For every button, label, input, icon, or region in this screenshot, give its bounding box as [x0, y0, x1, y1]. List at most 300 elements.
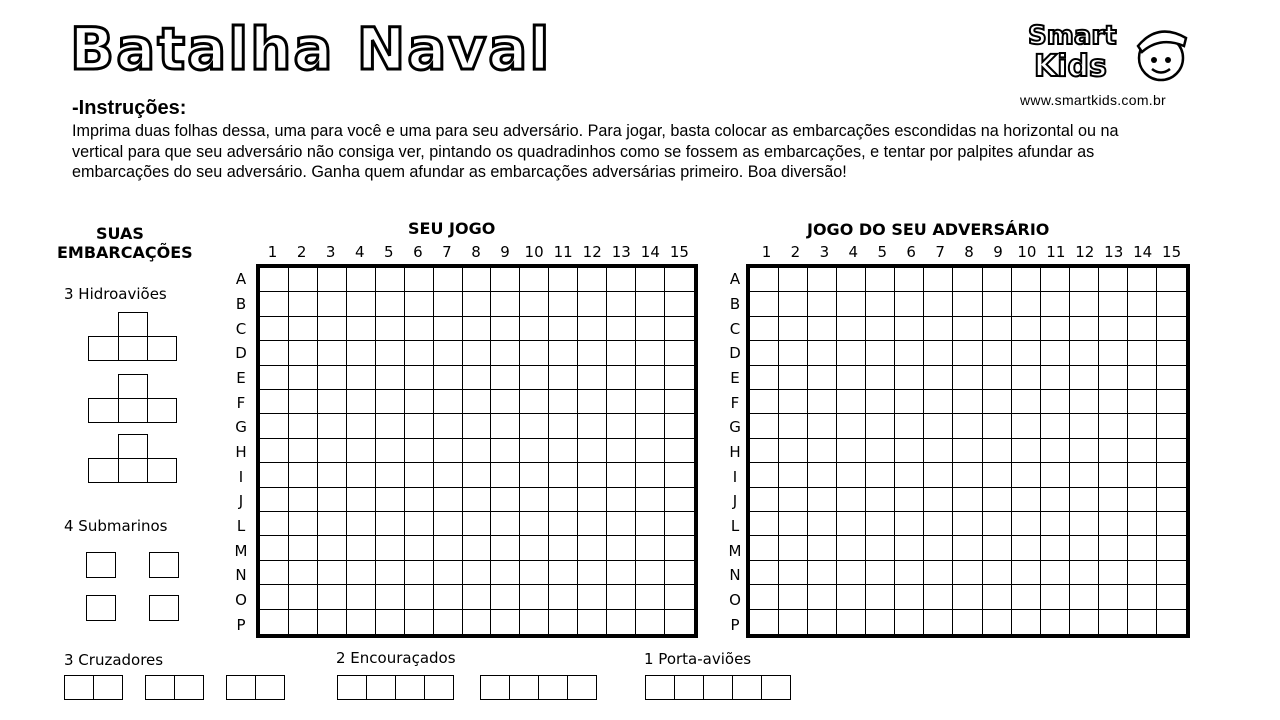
my-board-grid-cell[interactable]: [405, 561, 434, 585]
my-board-grid-cell[interactable]: [578, 610, 607, 634]
opponent-board-grid-cell[interactable]: [1041, 463, 1070, 487]
opponent-board-grid-cell[interactable]: [837, 292, 866, 316]
my-board-grid-cell[interactable]: [636, 341, 665, 365]
my-board-grid-cell[interactable]: [491, 414, 520, 438]
my-board-grid-cell[interactable]: [491, 292, 520, 316]
my-board-grid-cell[interactable]: [434, 610, 463, 634]
my-board-grid-cell[interactable]: [636, 439, 665, 463]
opponent-board-grid-cell[interactable]: [983, 610, 1012, 634]
my-board-grid-cell[interactable]: [434, 268, 463, 292]
opponent-board-grid-cell[interactable]: [924, 341, 953, 365]
opponent-board-grid-cell[interactable]: [1157, 463, 1186, 487]
my-board-grid-cell[interactable]: [289, 292, 318, 316]
opponent-board-grid-cell[interactable]: [895, 292, 924, 316]
opponent-board-grid-cell[interactable]: [953, 366, 982, 390]
my-board-grid-cell[interactable]: [347, 463, 376, 487]
opponent-board-grid-cell[interactable]: [779, 292, 808, 316]
opponent-board-grid-cell[interactable]: [1157, 292, 1186, 316]
opponent-board-grid-cell[interactable]: [1041, 585, 1070, 609]
my-board-grid-cell[interactable]: [376, 585, 405, 609]
opponent-board-grid-cell[interactable]: [808, 463, 837, 487]
opponent-board-grid-cell[interactable]: [983, 585, 1012, 609]
my-board-grid-cell[interactable]: [405, 512, 434, 536]
my-board-grid-cell[interactable]: [260, 512, 289, 536]
my-board-grid-cell[interactable]: [578, 463, 607, 487]
opponent-board-grid-cell[interactable]: [779, 268, 808, 292]
my-board-grid-cell[interactable]: [607, 512, 636, 536]
my-board-grid-cell[interactable]: [405, 292, 434, 316]
my-board-grid-cell[interactable]: [520, 439, 549, 463]
my-board-grid-cell[interactable]: [463, 463, 492, 487]
opponent-board-grid-cell[interactable]: [924, 292, 953, 316]
my-board-grid-cell[interactable]: [491, 439, 520, 463]
opponent-board-grid-cell[interactable]: [924, 585, 953, 609]
my-board-grid-cell[interactable]: [376, 268, 405, 292]
my-board-grid-cell[interactable]: [347, 439, 376, 463]
my-board-grid-cell[interactable]: [289, 439, 318, 463]
opponent-board-grid-cell[interactable]: [750, 610, 779, 634]
my-board-grid-cell[interactable]: [520, 561, 549, 585]
my-board-grid-cell[interactable]: [549, 414, 578, 438]
opponent-board-grid-cell[interactable]: [779, 390, 808, 414]
opponent-board-grid-cell[interactable]: [895, 561, 924, 585]
opponent-board-grid-cell[interactable]: [837, 390, 866, 414]
my-board-grid-cell[interactable]: [347, 317, 376, 341]
my-board-grid-cell[interactable]: [636, 463, 665, 487]
my-board-grid-cell[interactable]: [578, 317, 607, 341]
submarino-square[interactable]: [86, 552, 116, 578]
opponent-board-grid-cell[interactable]: [1070, 414, 1099, 438]
opponent-board-grid-cell[interactable]: [1099, 317, 1128, 341]
opponent-board-grid-cell[interactable]: [924, 390, 953, 414]
opponent-board-grid-cell[interactable]: [953, 536, 982, 560]
opponent-board-grid-cell[interactable]: [895, 439, 924, 463]
my-board-grid-cell[interactable]: [318, 366, 347, 390]
opponent-board-grid-cell[interactable]: [750, 439, 779, 463]
opponent-board-grid-cell[interactable]: [983, 488, 1012, 512]
opponent-board-grid-cell[interactable]: [924, 366, 953, 390]
opponent-board-grid-cell[interactable]: [1070, 561, 1099, 585]
my-board-grid-cell[interactable]: [520, 341, 549, 365]
my-board-grid-cell[interactable]: [376, 341, 405, 365]
my-board-grid-cell[interactable]: [636, 268, 665, 292]
my-board-grid-cell[interactable]: [491, 488, 520, 512]
my-board-grid-cell[interactable]: [665, 292, 694, 316]
opponent-board-grid-cell[interactable]: [895, 414, 924, 438]
opponent-board-grid-cell[interactable]: [779, 512, 808, 536]
my-board-grid-cell[interactable]: [607, 488, 636, 512]
opponent-board-grid-cell[interactable]: [953, 390, 982, 414]
opponent-board-grid-cell[interactable]: [1012, 292, 1041, 316]
opponent-board-grid-cell[interactable]: [837, 414, 866, 438]
opponent-board-grid-cell[interactable]: [808, 317, 837, 341]
my-board-grid-cell[interactable]: [607, 268, 636, 292]
my-board-grid-cell[interactable]: [578, 390, 607, 414]
my-board-grid-cell[interactable]: [318, 317, 347, 341]
opponent-board-grid-cell[interactable]: [1099, 414, 1128, 438]
my-board-grid-cell[interactable]: [318, 488, 347, 512]
my-board-grid-cell[interactable]: [376, 561, 405, 585]
my-board-grid-cell[interactable]: [347, 488, 376, 512]
my-board-grid-cell[interactable]: [520, 292, 549, 316]
opponent-board-grid-cell[interactable]: [866, 439, 895, 463]
my-board-grid-cell[interactable]: [289, 512, 318, 536]
my-board-grid-cell[interactable]: [434, 512, 463, 536]
my-board-grid-cell[interactable]: [289, 561, 318, 585]
opponent-board-grid-cell[interactable]: [1012, 536, 1041, 560]
my-board-grid-cell[interactable]: [463, 390, 492, 414]
opponent-board-grid-cell[interactable]: [1041, 292, 1070, 316]
my-board-grid-cell[interactable]: [607, 536, 636, 560]
opponent-board-grid-cell[interactable]: [1128, 414, 1157, 438]
my-board-grid-cell[interactable]: [607, 585, 636, 609]
opponent-board-grid-cell[interactable]: [808, 390, 837, 414]
opponent-board-grid-cell[interactable]: [1041, 439, 1070, 463]
my-board-grid-cell[interactable]: [289, 414, 318, 438]
my-board-grid-cell[interactable]: [491, 585, 520, 609]
my-board-grid-cell[interactable]: [434, 292, 463, 316]
my-board-grid-cell[interactable]: [289, 390, 318, 414]
my-board-grid-cell[interactable]: [289, 585, 318, 609]
opponent-board-grid-cell[interactable]: [1157, 268, 1186, 292]
my-board-grid-cell[interactable]: [289, 463, 318, 487]
opponent-board-grid-cell[interactable]: [953, 292, 982, 316]
opponent-board-grid-cell[interactable]: [779, 439, 808, 463]
opponent-board-grid-cell[interactable]: [866, 366, 895, 390]
opponent-board-grid-cell[interactable]: [1128, 536, 1157, 560]
my-board-grid-cell[interactable]: [607, 463, 636, 487]
opponent-board-grid-cell[interactable]: [1128, 610, 1157, 634]
opponent-board-grid-cell[interactable]: [953, 488, 982, 512]
my-board-grid-cell[interactable]: [636, 390, 665, 414]
opponent-board-grid-cell[interactable]: [1128, 268, 1157, 292]
opponent-board-grid-cell[interactable]: [1099, 561, 1128, 585]
my-board-grid-cell[interactable]: [260, 439, 289, 463]
opponent-board-grid-cell[interactable]: [866, 585, 895, 609]
opponent-board-grid-cell[interactable]: [866, 341, 895, 365]
opponent-board-grid-cell[interactable]: [1070, 610, 1099, 634]
opponent-board-grid-cell[interactable]: [808, 414, 837, 438]
my-board-grid-cell[interactable]: [636, 414, 665, 438]
opponent-board-grid-cell[interactable]: [866, 610, 895, 634]
my-board-grid-cell[interactable]: [405, 610, 434, 634]
opponent-board-grid-cell[interactable]: [808, 536, 837, 560]
my-board-grid-cell[interactable]: [549, 536, 578, 560]
opponent-board-grid-cell[interactable]: [1070, 268, 1099, 292]
opponent-board-grid-cell[interactable]: [866, 390, 895, 414]
opponent-board-grid-cell[interactable]: [1012, 512, 1041, 536]
my-board-grid-cell[interactable]: [347, 390, 376, 414]
my-board-grid-cell[interactable]: [578, 585, 607, 609]
opponent-board-grid-cell[interactable]: [1070, 512, 1099, 536]
my-board-grid-cell[interactable]: [260, 414, 289, 438]
opponent-board-grid-cell[interactable]: [808, 268, 837, 292]
opponent-board-grid-cell[interactable]: [1157, 488, 1186, 512]
my-board-grid-cell[interactable]: [491, 610, 520, 634]
my-board-grid[interactable]: [256, 264, 698, 638]
my-board-grid-cell[interactable]: [520, 414, 549, 438]
my-board-grid-cell[interactable]: [405, 585, 434, 609]
my-board-grid-cell[interactable]: [260, 268, 289, 292]
opponent-board-grid-cell[interactable]: [1012, 488, 1041, 512]
opponent-board-grid-cell[interactable]: [953, 585, 982, 609]
my-board-grid-cell[interactable]: [260, 390, 289, 414]
opponent-board-grid-cell[interactable]: [1099, 585, 1128, 609]
my-board-grid-cell[interactable]: [376, 292, 405, 316]
opponent-board-grid-cell[interactable]: [924, 463, 953, 487]
opponent-board-grid-cell[interactable]: [1012, 439, 1041, 463]
opponent-board-grid-cell[interactable]: [837, 561, 866, 585]
my-board-grid-cell[interactable]: [405, 366, 434, 390]
opponent-board-grid-cell[interactable]: [1157, 390, 1186, 414]
my-board-grid-cell[interactable]: [347, 341, 376, 365]
opponent-board-grid-cell[interactable]: [983, 341, 1012, 365]
my-board-grid-cell[interactable]: [318, 390, 347, 414]
opponent-board-grid-cell[interactable]: [837, 512, 866, 536]
my-board-grid-cell[interactable]: [636, 317, 665, 341]
opponent-board-grid-cell[interactable]: [895, 585, 924, 609]
opponent-board-grid-cell[interactable]: [779, 561, 808, 585]
opponent-board-grid-cell[interactable]: [895, 317, 924, 341]
my-board-grid-cell[interactable]: [549, 390, 578, 414]
opponent-board-grid-cell[interactable]: [924, 561, 953, 585]
opponent-board-grid-cell[interactable]: [808, 439, 837, 463]
opponent-board-grid-cell[interactable]: [1012, 463, 1041, 487]
opponent-board-grid-cell[interactable]: [1070, 439, 1099, 463]
opponent-board-grid-cell[interactable]: [1041, 536, 1070, 560]
my-board-grid-cell[interactable]: [434, 390, 463, 414]
opponent-board-grid-cell[interactable]: [953, 610, 982, 634]
opponent-board-grid-cell[interactable]: [866, 414, 895, 438]
opponent-board-grid-cell[interactable]: [750, 512, 779, 536]
submarino-square[interactable]: [149, 595, 179, 621]
opponent-board-grid-cell[interactable]: [983, 439, 1012, 463]
my-board-grid-cell[interactable]: [491, 366, 520, 390]
opponent-board-grid-cell[interactable]: [1128, 390, 1157, 414]
my-board-grid-cell[interactable]: [405, 488, 434, 512]
opponent-board-grid-cell[interactable]: [953, 341, 982, 365]
opponent-board-grid-cell[interactable]: [924, 268, 953, 292]
my-board-grid-cell[interactable]: [520, 488, 549, 512]
my-board-grid-cell[interactable]: [434, 366, 463, 390]
my-board-grid-cell[interactable]: [463, 536, 492, 560]
my-board-grid-cell[interactable]: [260, 488, 289, 512]
my-board-grid-cell[interactable]: [607, 366, 636, 390]
my-board-grid-cell[interactable]: [463, 317, 492, 341]
opponent-board-grid-cell[interactable]: [1128, 317, 1157, 341]
my-board-grid-cell[interactable]: [491, 536, 520, 560]
opponent-board-grid-cell[interactable]: [1041, 341, 1070, 365]
my-board-grid-cell[interactable]: [289, 536, 318, 560]
my-board-grid-cell[interactable]: [289, 488, 318, 512]
my-board-grid-cell[interactable]: [636, 585, 665, 609]
opponent-board-grid-cell[interactable]: [895, 536, 924, 560]
my-board-grid-cell[interactable]: [434, 536, 463, 560]
my-board-grid-cell[interactable]: [405, 317, 434, 341]
my-board-grid-cell[interactable]: [520, 536, 549, 560]
my-board-grid-cell[interactable]: [607, 610, 636, 634]
my-board-grid-cell[interactable]: [607, 292, 636, 316]
my-board-grid-cell[interactable]: [578, 439, 607, 463]
my-board-grid-cell[interactable]: [434, 414, 463, 438]
my-board-grid-cell[interactable]: [607, 414, 636, 438]
my-board-grid-cell[interactable]: [665, 414, 694, 438]
my-board-grid-cell[interactable]: [318, 292, 347, 316]
opponent-board-grid-cell[interactable]: [1041, 366, 1070, 390]
opponent-board-grid-cell[interactable]: [983, 366, 1012, 390]
opponent-board-grid-cell[interactable]: [779, 610, 808, 634]
opponent-board-grid[interactable]: [746, 264, 1190, 638]
my-board-grid-cell[interactable]: [520, 390, 549, 414]
opponent-board-grid-cell[interactable]: [983, 317, 1012, 341]
my-board-grid-cell[interactable]: [347, 414, 376, 438]
my-board-grid-cell[interactable]: [405, 390, 434, 414]
opponent-board-grid-cell[interactable]: [924, 610, 953, 634]
my-board-grid-cell[interactable]: [491, 463, 520, 487]
opponent-board-grid-cell[interactable]: [837, 366, 866, 390]
opponent-board-grid-cell[interactable]: [837, 341, 866, 365]
opponent-board-grid-cell[interactable]: [808, 610, 837, 634]
my-board-grid-cell[interactable]: [260, 610, 289, 634]
opponent-board-grid-cell[interactable]: [1070, 341, 1099, 365]
my-board-grid-cell[interactable]: [607, 341, 636, 365]
my-board-grid-cell[interactable]: [549, 317, 578, 341]
opponent-board-grid-cell[interactable]: [1128, 366, 1157, 390]
my-board-grid-cell[interactable]: [665, 439, 694, 463]
my-board-grid-cell[interactable]: [491, 561, 520, 585]
opponent-board-grid-cell[interactable]: [1012, 366, 1041, 390]
opponent-board-grid-cell[interactable]: [1099, 366, 1128, 390]
opponent-board-grid-cell[interactable]: [924, 536, 953, 560]
my-board-grid-cell[interactable]: [376, 390, 405, 414]
my-board-grid-cell[interactable]: [549, 292, 578, 316]
opponent-board-grid-cell[interactable]: [953, 512, 982, 536]
my-board-grid-cell[interactable]: [376, 439, 405, 463]
opponent-board-grid-cell[interactable]: [1012, 610, 1041, 634]
my-board-grid-cell[interactable]: [318, 268, 347, 292]
my-board-grid-cell[interactable]: [318, 536, 347, 560]
my-board-grid-cell[interactable]: [578, 561, 607, 585]
opponent-board-grid-cell[interactable]: [1157, 317, 1186, 341]
opponent-board-grid-cell[interactable]: [1012, 341, 1041, 365]
my-board-grid-cell[interactable]: [289, 341, 318, 365]
opponent-board-grid-cell[interactable]: [1099, 463, 1128, 487]
my-board-grid-cell[interactable]: [260, 292, 289, 316]
my-board-grid-cell[interactable]: [434, 585, 463, 609]
my-board-grid-cell[interactable]: [549, 512, 578, 536]
opponent-board-grid-cell[interactable]: [866, 512, 895, 536]
opponent-board-grid-cell[interactable]: [1099, 390, 1128, 414]
opponent-board-grid-cell[interactable]: [837, 610, 866, 634]
opponent-board-grid-cell[interactable]: [837, 488, 866, 512]
opponent-board-grid-cell[interactable]: [750, 585, 779, 609]
opponent-board-grid-cell[interactable]: [1128, 341, 1157, 365]
my-board-grid-cell[interactable]: [463, 268, 492, 292]
my-board-grid-cell[interactable]: [434, 317, 463, 341]
my-board-grid-cell[interactable]: [405, 463, 434, 487]
my-board-grid-cell[interactable]: [549, 366, 578, 390]
my-board-grid-cell[interactable]: [665, 610, 694, 634]
my-board-grid-cell[interactable]: [376, 610, 405, 634]
opponent-board-grid-cell[interactable]: [1070, 488, 1099, 512]
opponent-board-grid-cell[interactable]: [1157, 536, 1186, 560]
opponent-board-grid-cell[interactable]: [750, 317, 779, 341]
opponent-board-grid-cell[interactable]: [953, 317, 982, 341]
opponent-board-grid-cell[interactable]: [1128, 585, 1157, 609]
my-board-grid-cell[interactable]: [520, 366, 549, 390]
my-board-grid-cell[interactable]: [665, 488, 694, 512]
opponent-board-grid-cell[interactable]: [1099, 536, 1128, 560]
my-board-grid-cell[interactable]: [318, 463, 347, 487]
my-board-grid-cell[interactable]: [491, 317, 520, 341]
opponent-board-grid-cell[interactable]: [983, 512, 1012, 536]
my-board-grid-cell[interactable]: [347, 268, 376, 292]
opponent-board-grid-cell[interactable]: [750, 414, 779, 438]
my-board-grid-cell[interactable]: [520, 610, 549, 634]
my-board-grid-cell[interactable]: [376, 488, 405, 512]
opponent-board-grid-cell[interactable]: [1012, 317, 1041, 341]
my-board-grid-cell[interactable]: [665, 268, 694, 292]
my-board-grid-cell[interactable]: [318, 585, 347, 609]
my-board-grid-cell[interactable]: [463, 341, 492, 365]
my-board-grid-cell[interactable]: [549, 561, 578, 585]
my-board-grid-cell[interactable]: [491, 341, 520, 365]
opponent-board-grid-cell[interactable]: [1041, 390, 1070, 414]
opponent-board-grid-cell[interactable]: [808, 561, 837, 585]
my-board-grid-cell[interactable]: [260, 463, 289, 487]
opponent-board-grid-cell[interactable]: [1128, 512, 1157, 536]
opponent-board-grid-cell[interactable]: [1128, 292, 1157, 316]
opponent-board-grid-cell[interactable]: [1099, 268, 1128, 292]
opponent-board-grid-cell[interactable]: [1070, 463, 1099, 487]
opponent-board-grid-cell[interactable]: [866, 268, 895, 292]
my-board-grid-cell[interactable]: [405, 341, 434, 365]
opponent-board-grid-cell[interactable]: [779, 536, 808, 560]
my-board-grid-cell[interactable]: [376, 366, 405, 390]
opponent-board-grid-cell[interactable]: [924, 317, 953, 341]
my-board-grid-cell[interactable]: [520, 512, 549, 536]
opponent-board-grid-cell[interactable]: [983, 292, 1012, 316]
my-board-grid-cell[interactable]: [491, 512, 520, 536]
opponent-board-grid-cell[interactable]: [1070, 292, 1099, 316]
opponent-board-grid-cell[interactable]: [1099, 512, 1128, 536]
my-board-grid-cell[interactable]: [549, 585, 578, 609]
opponent-board-grid-cell[interactable]: [837, 268, 866, 292]
my-board-grid-cell[interactable]: [260, 317, 289, 341]
my-board-grid-cell[interactable]: [318, 414, 347, 438]
opponent-board-grid-cell[interactable]: [895, 512, 924, 536]
my-board-grid-cell[interactable]: [578, 366, 607, 390]
opponent-board-grid-cell[interactable]: [808, 488, 837, 512]
my-board-grid-cell[interactable]: [260, 585, 289, 609]
opponent-board-grid-cell[interactable]: [750, 561, 779, 585]
my-board-grid-cell[interactable]: [636, 512, 665, 536]
my-board-grid-cell[interactable]: [289, 317, 318, 341]
my-board-grid-cell[interactable]: [434, 439, 463, 463]
opponent-board-grid-cell[interactable]: [779, 317, 808, 341]
my-board-grid-cell[interactable]: [463, 292, 492, 316]
opponent-board-grid-cell[interactable]: [1157, 439, 1186, 463]
opponent-board-grid-cell[interactable]: [895, 341, 924, 365]
my-board-grid-cell[interactable]: [520, 268, 549, 292]
my-board-grid-cell[interactable]: [520, 463, 549, 487]
my-board-grid-cell[interactable]: [665, 463, 694, 487]
opponent-board-grid-cell[interactable]: [924, 488, 953, 512]
opponent-board-grid-cell[interactable]: [750, 536, 779, 560]
my-board-grid-cell[interactable]: [578, 488, 607, 512]
opponent-board-grid-cell[interactable]: [1070, 585, 1099, 609]
opponent-board-grid-cell[interactable]: [866, 292, 895, 316]
